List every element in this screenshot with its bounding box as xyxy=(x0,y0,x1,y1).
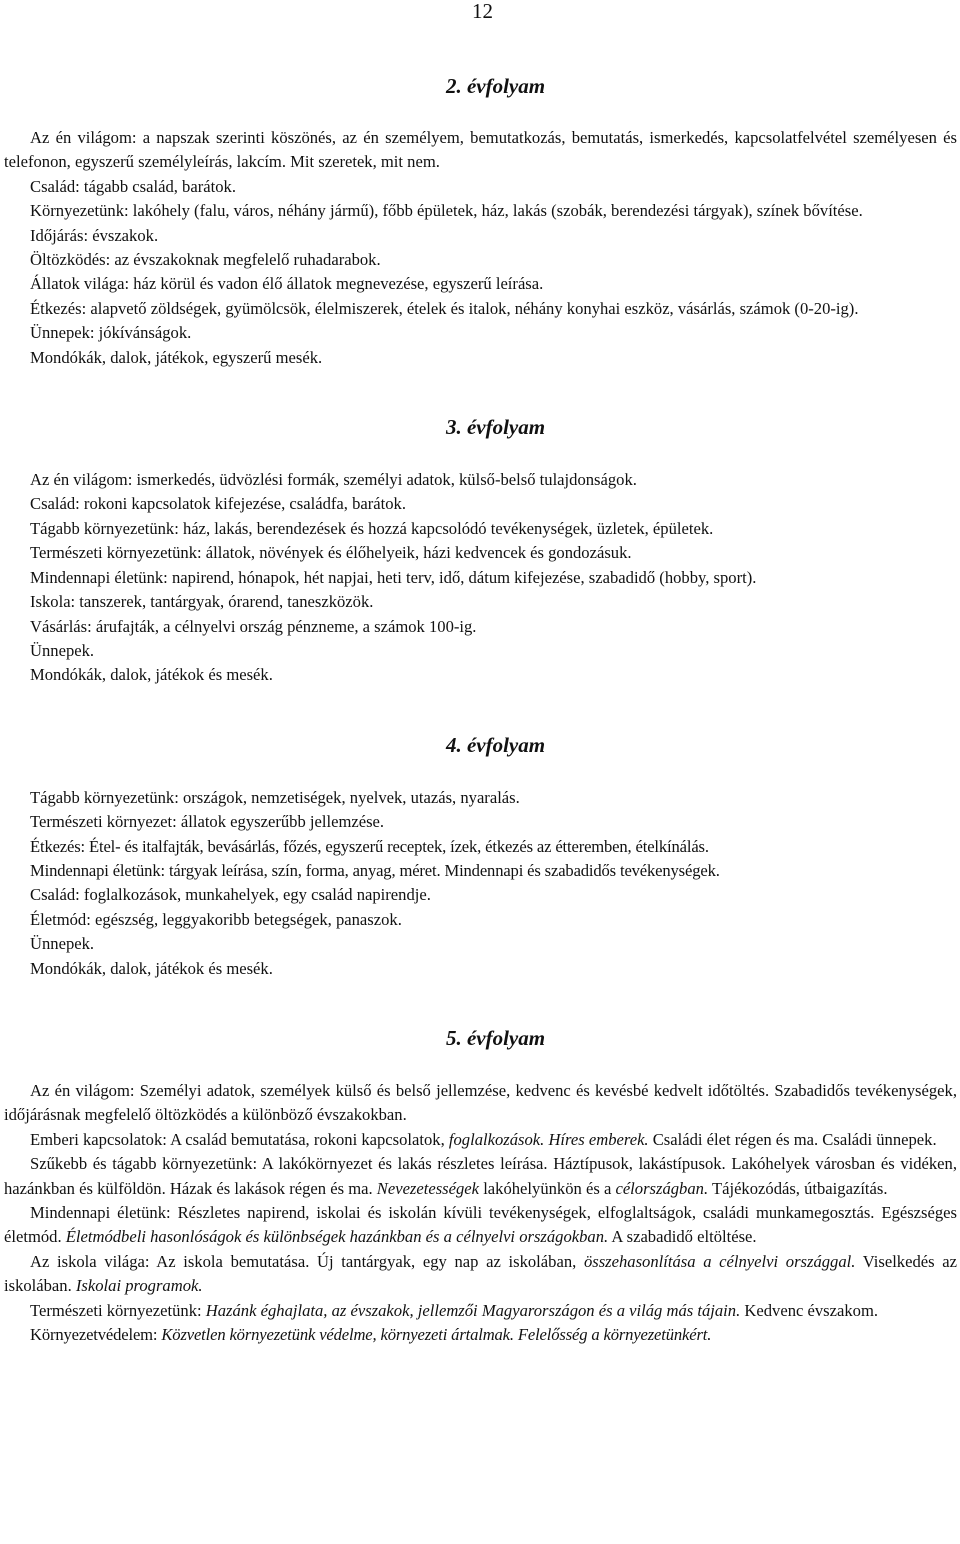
paragraph-text: Kedvenc évszakom. xyxy=(740,1300,879,1320)
section-grade-2 xyxy=(4,126,957,370)
paragraph-italic-text: Életmódbeli hasonlóságok és különbségek hazánkban és a célnyelvi országokban. xyxy=(65,1227,609,1247)
paragraph: Állatok világa: ház körül és vadon élő állatok megnevezése, egyszerű leírása. xyxy=(30,274,544,294)
section-heading-grade-5: 5. évfolyam xyxy=(445,1025,546,1050)
section-grade-5 xyxy=(4,1079,957,1347)
page-number: 12 xyxy=(472,0,493,23)
paragraph xyxy=(4,1152,957,1201)
paragraph: Mindennapi életünk: napirend, hónapok, hét napjai, heti terv, idő, dátum kifejezése, szabadidő (hobby, sport). xyxy=(30,567,757,587)
paragraph: Mindennapi életünk: tárgyak leírása, szín, forma, anyag, méret. Mindennapi és szabadidős tevékenységek. xyxy=(30,860,720,880)
section-heading-grade-4: 4. évfolyam xyxy=(445,732,546,757)
section-grade-3 xyxy=(4,468,957,688)
paragraph xyxy=(4,1299,957,1323)
paragraph: Természeti környezetünk: állatok, növények és élőhelyeik, házi kedvencek és gondozásuk. xyxy=(30,543,632,563)
paragraph-italic-text: foglalkozások. Híres emberek. xyxy=(448,1129,649,1149)
section-heading-grade-2: 2. évfolyam xyxy=(445,74,546,98)
paragraph-text: A szabadidő eltöltése. xyxy=(608,1227,757,1247)
paragraph-text: Környezetvédelem: xyxy=(30,1325,162,1345)
paragraph: Vásárlás: árufajták, a célnyelvi ország pénzneme, a számok 100-ig. xyxy=(30,616,477,636)
paragraph: Ünnepek: jókívánságok. xyxy=(30,323,192,343)
paragraph: Család: tágabb család, barátok. xyxy=(30,176,236,196)
paragraph: Öltözködés: az évszakoknak megfelelő ruhadarabok. xyxy=(30,250,381,270)
paragraph: Mondókák, dalok, játékok és mesék. xyxy=(30,665,273,685)
paragraph: Iskola: tanszerek, tantárgyak, órarend, taneszközök. xyxy=(30,592,374,612)
paragraph: Étkezés: Étel- és italfajták, bevásárlás, főzés, egyszerű receptek, ízek, étkezés az étteremben, ételkínálás. xyxy=(30,836,709,856)
paragraph-text: Emberi kapcsolatok: A család bemutatása, rokoni kapcsolatok, xyxy=(30,1129,449,1149)
paragraph: Ünnepek. xyxy=(30,640,95,660)
paragraph-text: Viselkedés az iskolában. xyxy=(4,1251,957,1296)
paragraph: Család: rokoni kapcsolatok kifejezése, családfa, barátok. xyxy=(30,494,406,514)
paragraph-italic-text: Iskolai programok. xyxy=(75,1276,203,1296)
paragraph: Életmód: egészség, leggyakoribb betegségek, panaszok. xyxy=(30,909,402,929)
paragraph: Tágabb környezetünk: ház, lakás, berendezések és hozzá kapcsolódó tevékenységek, üzletek, épületek. xyxy=(30,518,714,538)
paragraph: Tágabb környezetünk: országok, nemzetiségek, nyelvek, utazás, nyaralás. xyxy=(30,787,520,807)
paragraph: Család: foglalkozások, munkahelyek, egy család napirendje. xyxy=(30,885,431,905)
paragraph-text: Mindennapi életünk: Részletes napirend, iskolai és iskolán kívüli tevékenységek, elfoglaltságok, családi munkamegosztás. Egészséges életmód. xyxy=(4,1203,957,1247)
paragraph: Környezetünk: lakóhely (falu, város, néhány jármű), főbb épületek, ház, lakás (szobák, berendezési tárgyak), színek bővítése. xyxy=(30,201,863,221)
paragraph: Természeti környezet: állatok egyszerűbb jellemzése. xyxy=(30,812,385,832)
paragraph-text: Szűkebb és tágabb környezetünk: A lakókörnyezet és lakás részletes leírása. Háztípusok, lakástípusok. Lakóhelyek városban és vidéken, hazánkban és külföldön. Házak és lakások régen és ma. xyxy=(4,1154,957,1198)
paragraph-text: Természeti környezetünk: xyxy=(30,1300,206,1320)
paragraph-text: lakóhelyünkön és a xyxy=(479,1178,616,1198)
paragraph: Időjárás: évszakok. xyxy=(30,225,159,245)
paragraph: Mondókák, dalok, játékok, egyszerű mesék. xyxy=(30,347,323,367)
paragraph-text: Az én világom: Személyi adatok, személyek külső és belső jellemzése, kedvenc és kevésbé kedvelt időtöltés. Szabadidős tevékenységek, időjárásnak megfelelő öltözködés a különböző évszakokban. xyxy=(4,1080,957,1125)
paragraph: Étkezés: alapvető zöldségek, gyümölcsök, élelmiszerek, ételek és italok, néhány konyhai eszköz, vásárlás, számok (0-20-ig). xyxy=(30,298,859,318)
paragraph xyxy=(4,1201,957,1250)
paragraph: Mondókák, dalok, játékok és mesék. xyxy=(30,958,273,978)
paragraph xyxy=(4,1250,957,1299)
paragraph-italic-text: célországban. xyxy=(615,1178,709,1198)
paragraph xyxy=(4,1128,957,1152)
paragraph-text: Tájékozódás, útbaigazítás. xyxy=(708,1178,888,1198)
paragraph xyxy=(4,1323,957,1347)
paragraph-italic-text: Hazánk éghajlata, az évszakok, jellemzői Magyarországon és a világ más tájain. xyxy=(205,1300,741,1320)
paragraph: Ünnepek. xyxy=(30,934,95,954)
section-heading-grade-3: 3. évfolyam xyxy=(445,415,546,440)
paragraph-italic-text: Közvetlen környezetünk védelme, környezeti ártalmak. Felelősség a környezetünkért. xyxy=(161,1325,712,1345)
section-grade-4 xyxy=(4,786,957,981)
paragraph-italic-text: összehasonlítása a célnyelvi országgal. xyxy=(583,1251,856,1271)
paragraph-italic-text: Nevezetességek xyxy=(376,1178,480,1198)
paragraph: Az én világom: a napszak szerinti köszönés, az én személyem, bemutatkozás, bemutatás, ismerkedés, kapcsolatfelvétel személyesen és telefonon, egyszerű személyleírás, lakcím. Mit szeretek, mit nem. xyxy=(4,128,957,172)
paragraph xyxy=(4,1079,957,1128)
paragraph-text: Az iskola világa: Az iskola bemutatása. Új tantárgyak, egy nap az iskolában, xyxy=(30,1251,584,1271)
paragraph-text: Családi élet régen és ma. Családi ünnepek. xyxy=(648,1129,937,1149)
paragraph: Az én világom: ismerkedés, üdvözlési formák, személyi adatok, külső-belső tulajdonságok. xyxy=(30,470,637,490)
